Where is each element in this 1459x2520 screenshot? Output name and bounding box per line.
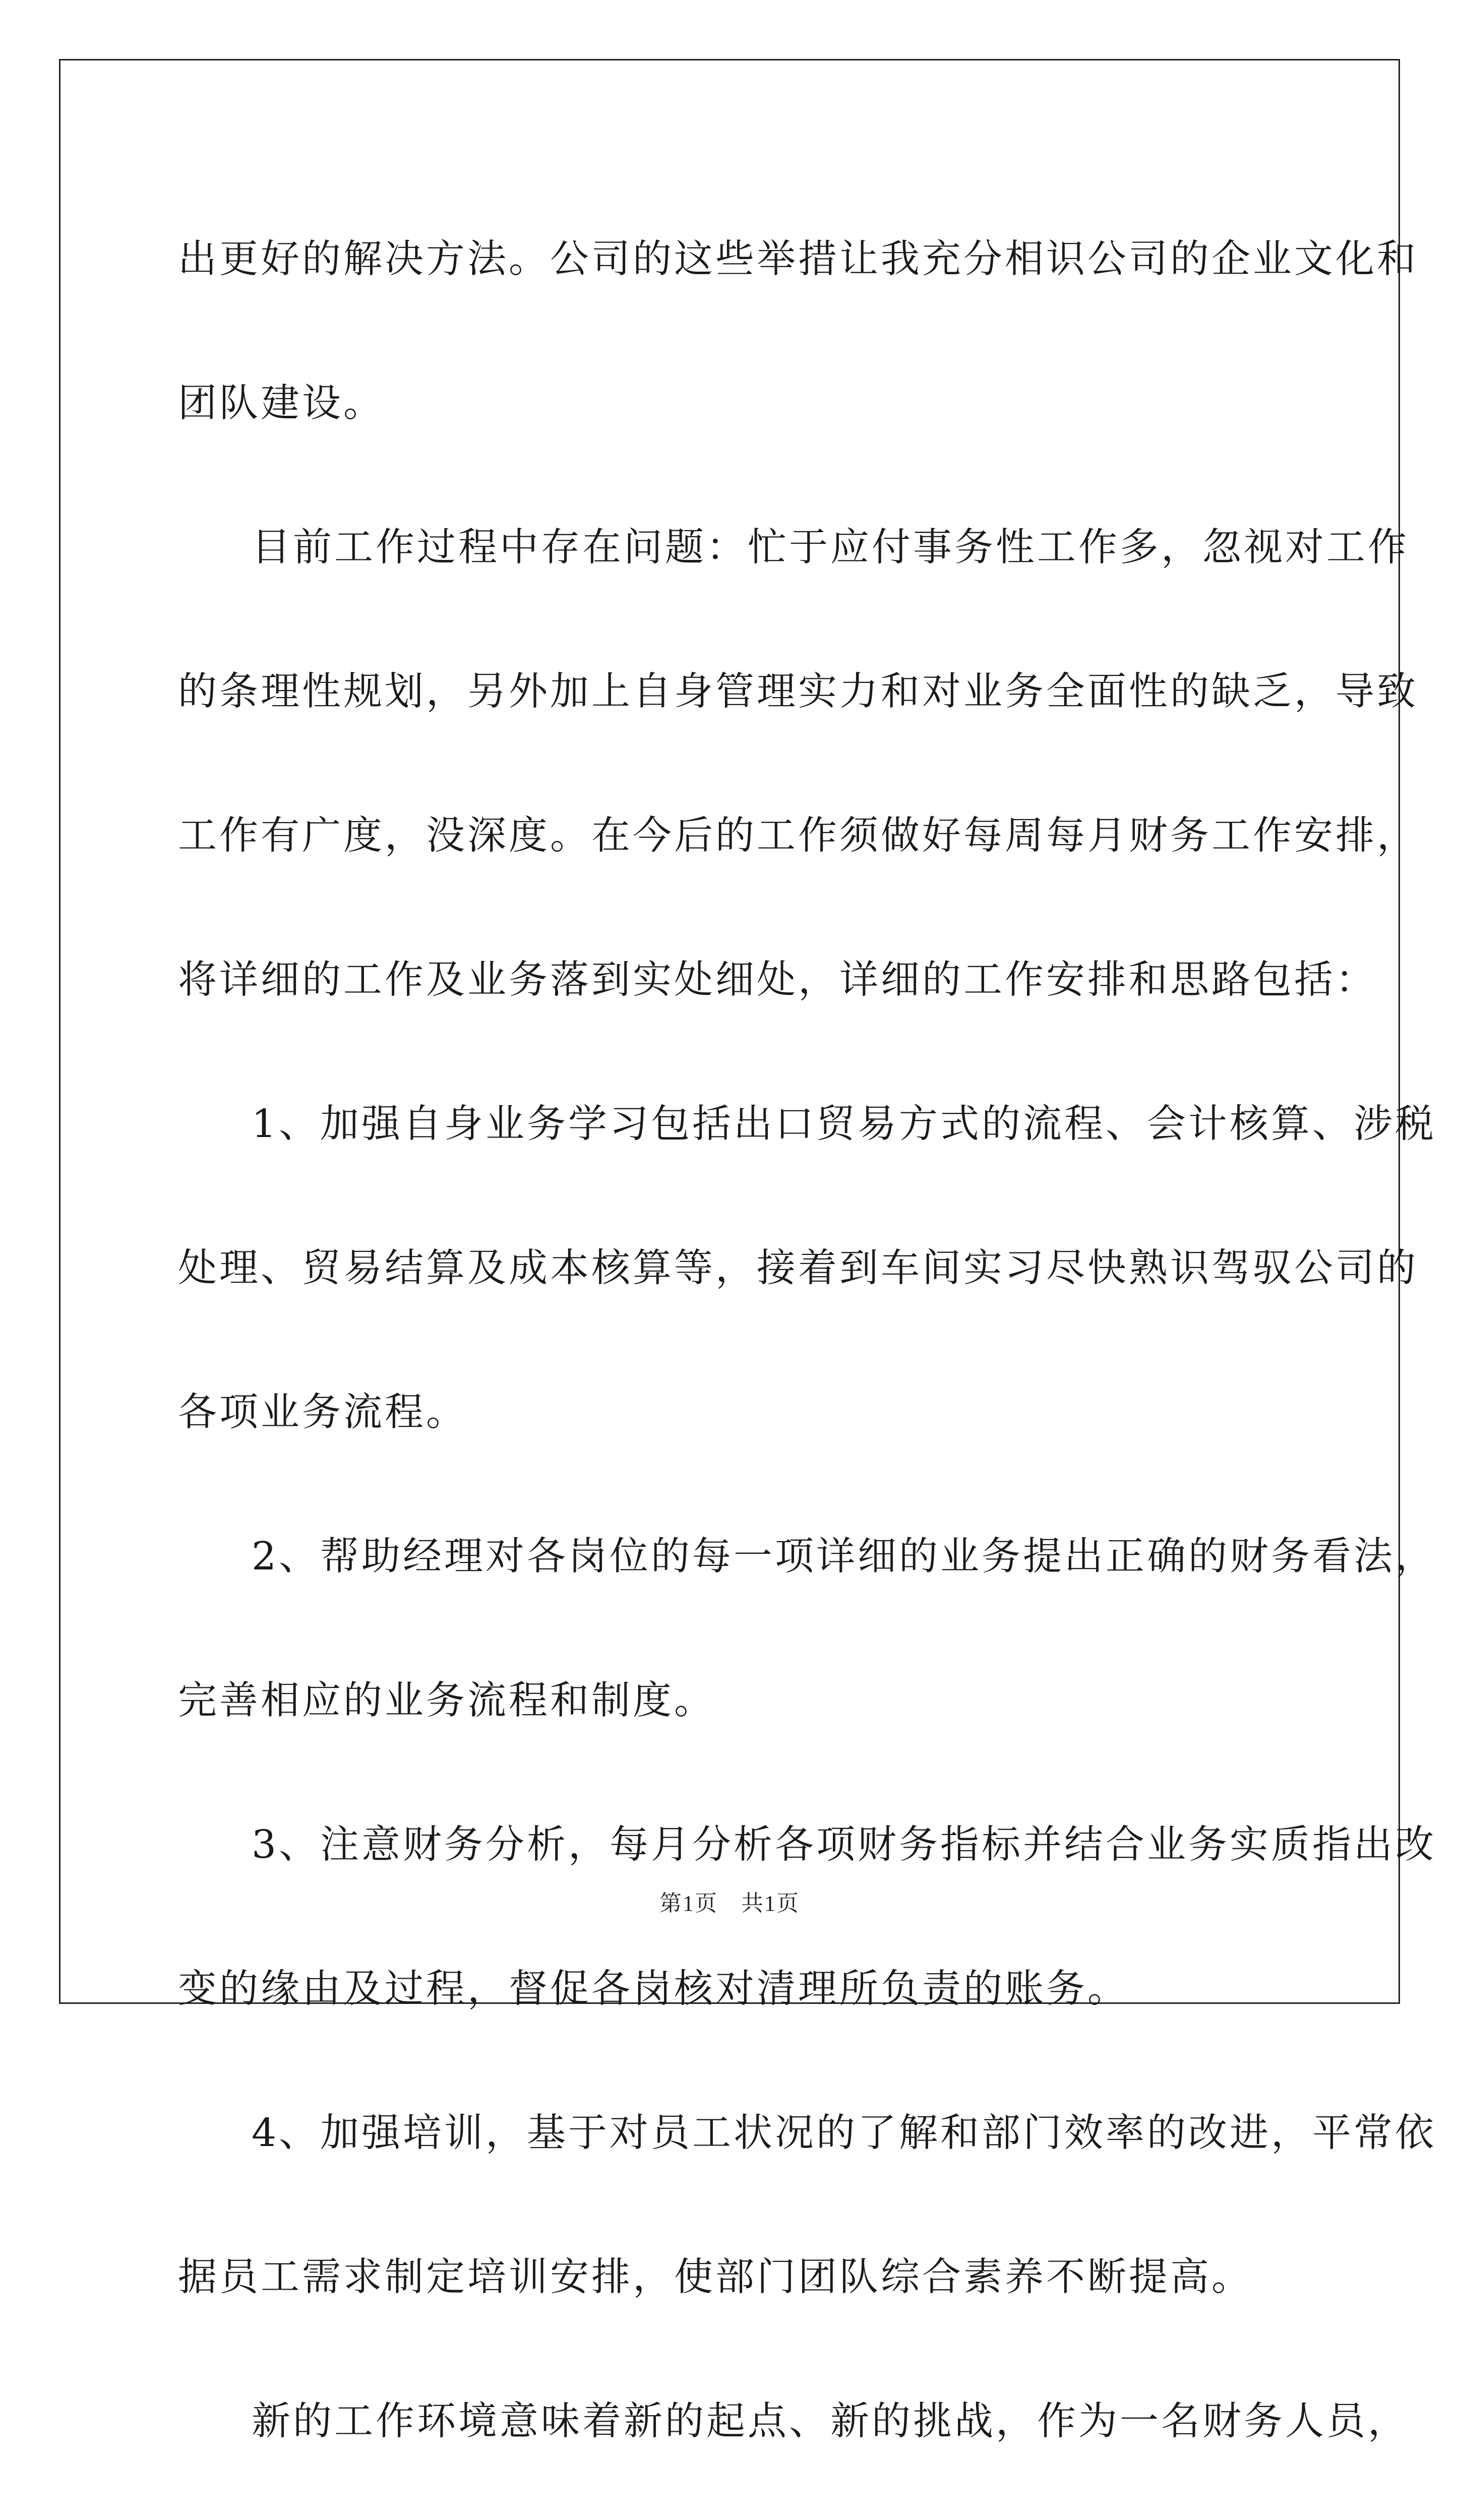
paragraph-first-line: 目前工作过程中存在问题：忙于应付事务性工作多，忽视对工作 [252, 525, 1409, 570]
paragraph-first-line: 新的工作环境意味着新的起点、新的挑战，作为一名财务人员， [252, 2399, 1409, 2444]
body-line: 团队建设。 [178, 381, 385, 426]
body-line: 完善相应的业务流程和制度。 [178, 1678, 715, 1723]
body-line: 将详细的工作及业务落到实处细处，详细的工作安排和思路包括： [178, 958, 1377, 1002]
list-item-2-first-line: 2、帮助经理对各岗位的每一项详细的业务提出正确的财务看法， [252, 1534, 1436, 1579]
page-total: 共1页 [741, 1891, 800, 1916]
body-line: 据员工需求制定培训安排，使部门团队综合素养不断提高。 [178, 2255, 1253, 2300]
body-line: 各项业务流程。 [178, 1390, 467, 1435]
body-line: 变的缘由及过程，督促各岗核对清理所负责的账务。 [178, 1967, 1129, 2011]
body-line: 的条理性规划，另外加上自身管理实力和对业务全面性的缺乏，导致 [178, 669, 1418, 714]
body-line: 处理、贸易结算及成本核算等，接着到车间实习尽快熟识驾驭公司的 [178, 1246, 1418, 1291]
body-line: 工作有广度，没深度。在今后的工作须做好每周每月财务工作安排， [178, 813, 1418, 858]
page-footer [0, 1885, 1459, 1917]
page-number: 第1页 [659, 1891, 718, 1916]
list-item-1-first-line: 1、加强自身业务学习包括出口贸易方式的流程、会计核算、涉税 [252, 1102, 1436, 1147]
body-line: 出更好的解决方法。公司的这些举措让我充分相识公司的企业文化和 [178, 237, 1418, 282]
list-item-4-first-line: 4、加强培训，基于对员工状况的了解和部门效率的改进，平常依 [252, 2111, 1436, 2156]
document-body [178, 187, 1436, 2520]
body-line [178, 2494, 1285, 2520]
list-item-3-first-line: 3、注意财务分析，每月分析各项财务指标并结合业务实质指出改 [252, 1822, 1436, 1867]
